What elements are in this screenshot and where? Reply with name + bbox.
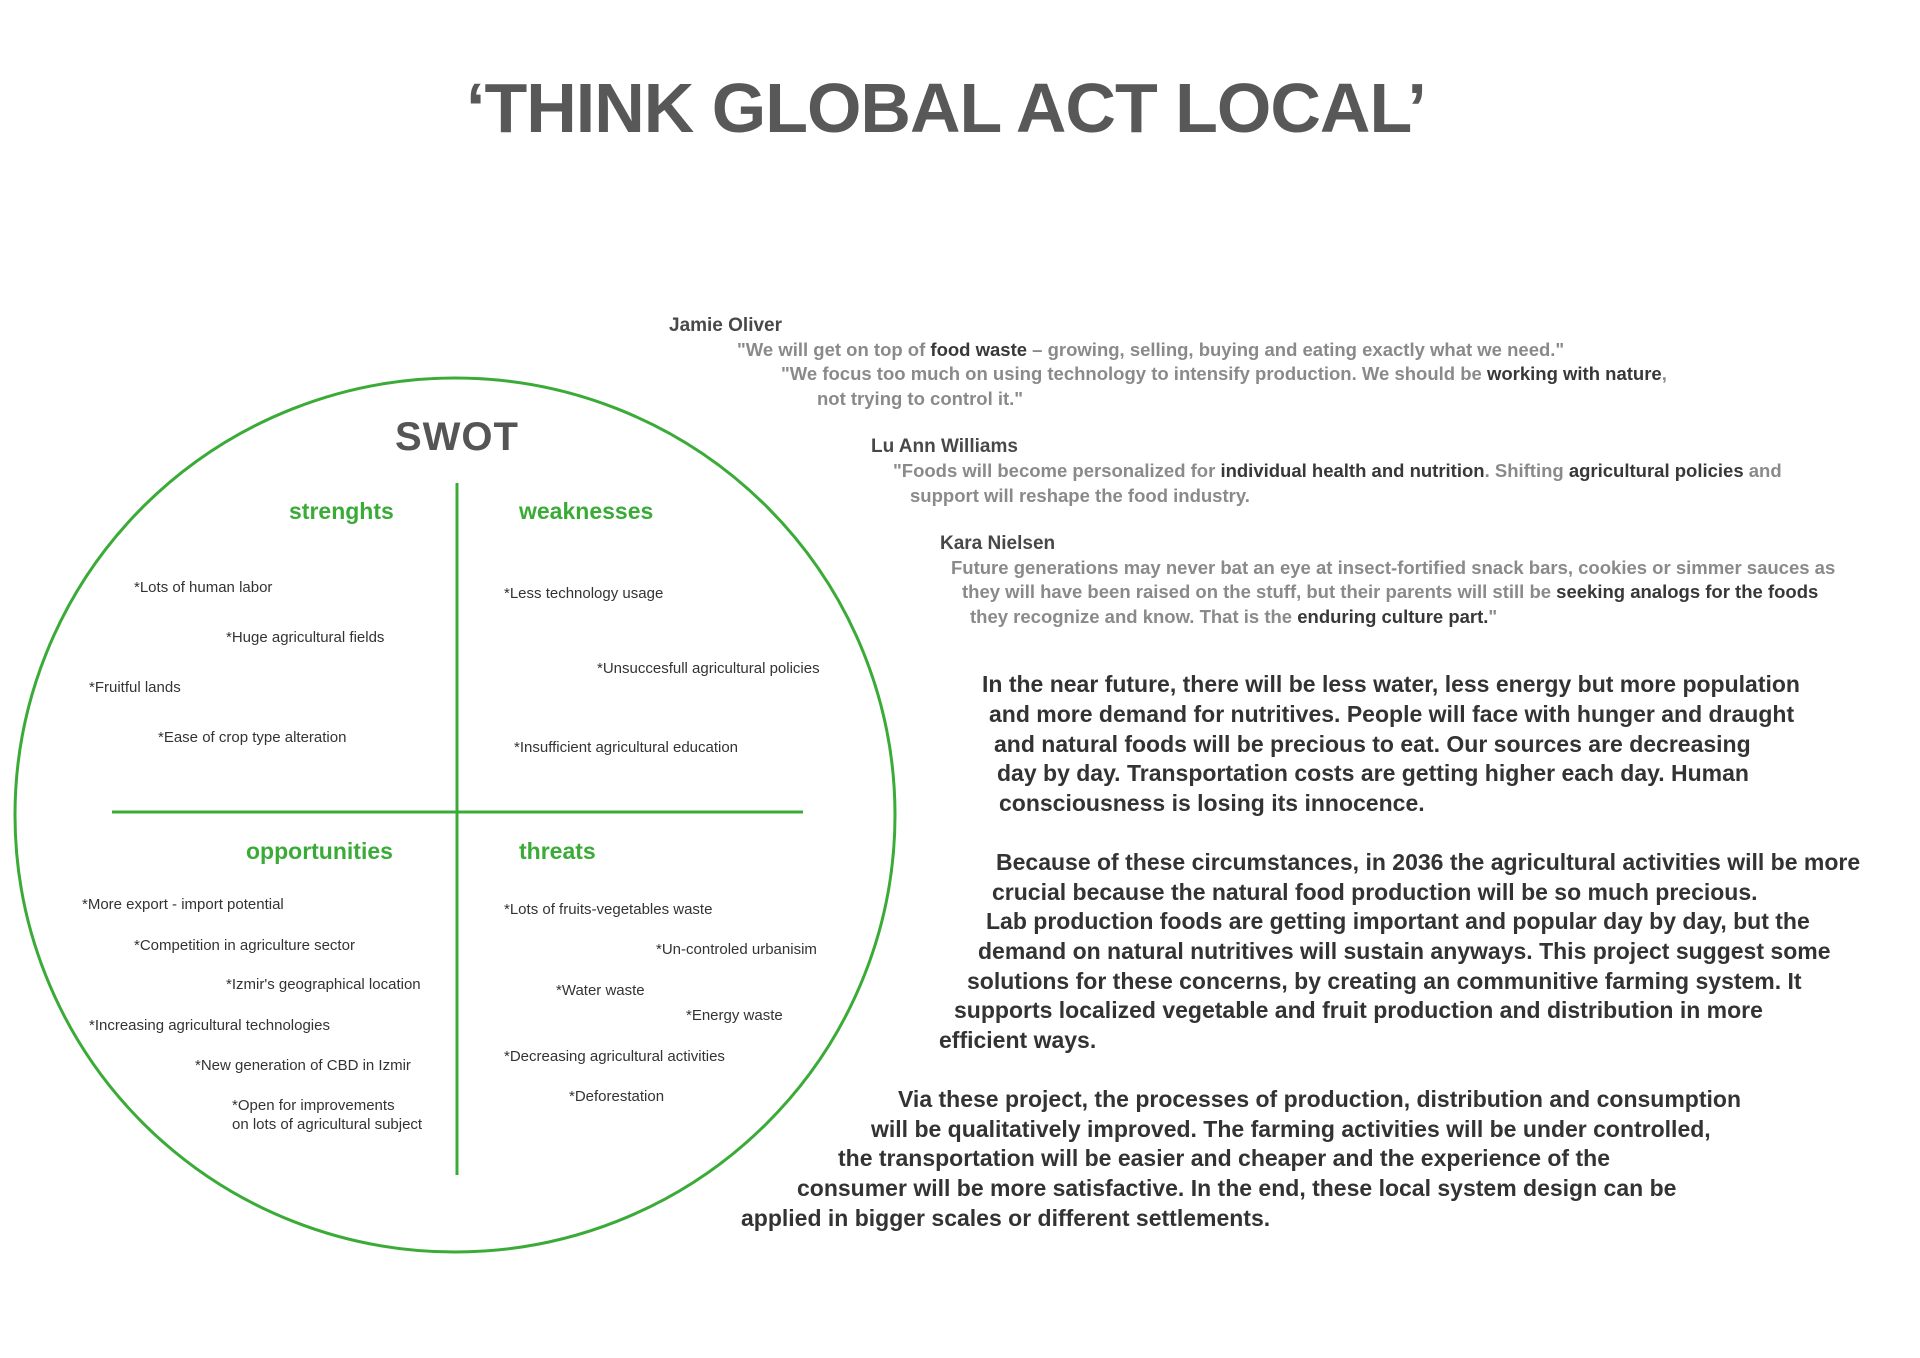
page-title: ‘THINK GLOBAL ACT LOCAL’: [466, 69, 1426, 147]
paragraph-line: day by day. Transportation costs are getting higher each day. Human: [997, 760, 1749, 786]
weaknesses-heading: weaknesses: [519, 498, 654, 524]
paragraph-line: consumer will be more satisfactive. In the end, these local system design can be: [797, 1175, 1677, 1201]
weakness-item: *Insufficient agricultural education: [514, 739, 739, 756]
paragraph-line: the transportation will be easier and cheaper and the experience of the: [838, 1145, 1610, 1171]
quote-author: Jamie Oliver: [669, 315, 783, 336]
quote-line: Future generations may never bat an eye at insect-fortified snack bars, cookies or simmer sauces as: [951, 557, 1836, 578]
paragraph-line: In the near future, there will be less water, less energy but more population: [982, 671, 1800, 697]
opportunity-item: *Izmir's geographical location: [226, 976, 421, 993]
paragraph-line: crucial because the natural food production will be so much precious.: [992, 879, 1758, 905]
weakness-item: *Less technology usage: [504, 585, 664, 602]
threat-item: *Water waste: [556, 982, 645, 999]
paragraph-line: Via these project, the processes of production, distribution and consumption: [898, 1086, 1742, 1112]
paragraph-line: will be qualitatively improved. The farming activities will be under controlled,: [871, 1116, 1711, 1142]
swot-title: SWOT: [395, 415, 519, 459]
quote-line: "We focus too much on using technology to intensify production. We should be working with nature,: [781, 363, 1667, 384]
strengths-heading: strenghts: [289, 498, 394, 524]
opportunities-heading: opportunities: [246, 838, 393, 864]
strength-item: *Lots of human labor: [134, 579, 273, 596]
paragraph-line: solutions for these concerns, by creating an communitive farming system. It: [967, 968, 1802, 994]
quote-author: Lu Ann Williams: [871, 436, 1018, 457]
paragraph-line: and natural foods will be precious to eat. Our sources are decreasing: [994, 731, 1751, 757]
paragraph-line: and more demand for nutritives. People will face with hunger and draught: [989, 701, 1795, 727]
opportunity-item: on lots of agricultural subject: [232, 1116, 423, 1133]
swot-circle: [15, 378, 895, 1252]
paragraph-line: supports localized vegetable and fruit production and distribution in more: [954, 997, 1763, 1023]
opportunity-item: *Competition in agriculture sector: [134, 937, 355, 954]
quote-line: they recognize and know. That is the enduring culture part.": [970, 606, 1498, 627]
strength-item: *Fruitful lands: [89, 679, 181, 696]
quote-line: support will reshape the food industry.: [910, 485, 1250, 506]
threat-item: *Lots of fruits-vegetables waste: [504, 901, 713, 918]
threat-item: *Decreasing agricultural activities: [504, 1048, 725, 1065]
threat-item: *Un-controled urbanisim: [656, 941, 817, 958]
quote-author: Kara Nielsen: [940, 533, 1056, 554]
quote-line: "Foods will become personalized for individual health and nutrition. Shifting agricultural policies and: [893, 460, 1782, 481]
weakness-item: *Unsuccesfull agricultural policies: [597, 660, 820, 677]
quote-line: "We will get on top of food waste – growing, selling, buying and eating exactly what we need.": [737, 339, 1565, 360]
threat-item: *Deforestation: [569, 1088, 665, 1105]
strength-item: *Huge agricultural fields: [226, 629, 385, 646]
paragraph-line: Lab production foods are getting important and popular day by day, but the: [986, 908, 1810, 934]
paragraph-line: efficient ways.: [939, 1027, 1097, 1053]
threat-item: *Energy waste: [686, 1007, 783, 1024]
quote-line: they will have been raised on the stuff, but their parents will still be seeking analogs for the foods: [962, 581, 1819, 602]
paragraph-line: applied in bigger scales or different settlements.: [741, 1205, 1271, 1231]
quote-line: not trying to control it.": [817, 388, 1024, 409]
strength-item: *Ease of crop type alteration: [158, 729, 347, 746]
opportunity-item: *New generation of CBD in Izmir: [195, 1057, 411, 1074]
paragraph-line: consciousness is losing its innocence.: [999, 790, 1425, 816]
opportunity-item: *Open for improvements: [232, 1097, 395, 1114]
threats-heading: threats: [519, 838, 596, 864]
opportunity-item: *Increasing agricultural technologies: [89, 1017, 330, 1034]
paragraph-line: Because of these circumstances, in 2036 the agricultural activities will be more: [996, 849, 1861, 875]
paragraph-line: demand on natural nutritives will sustain anyways. This project suggest some: [978, 938, 1831, 964]
opportunity-item: *More export - import potential: [82, 896, 284, 913]
